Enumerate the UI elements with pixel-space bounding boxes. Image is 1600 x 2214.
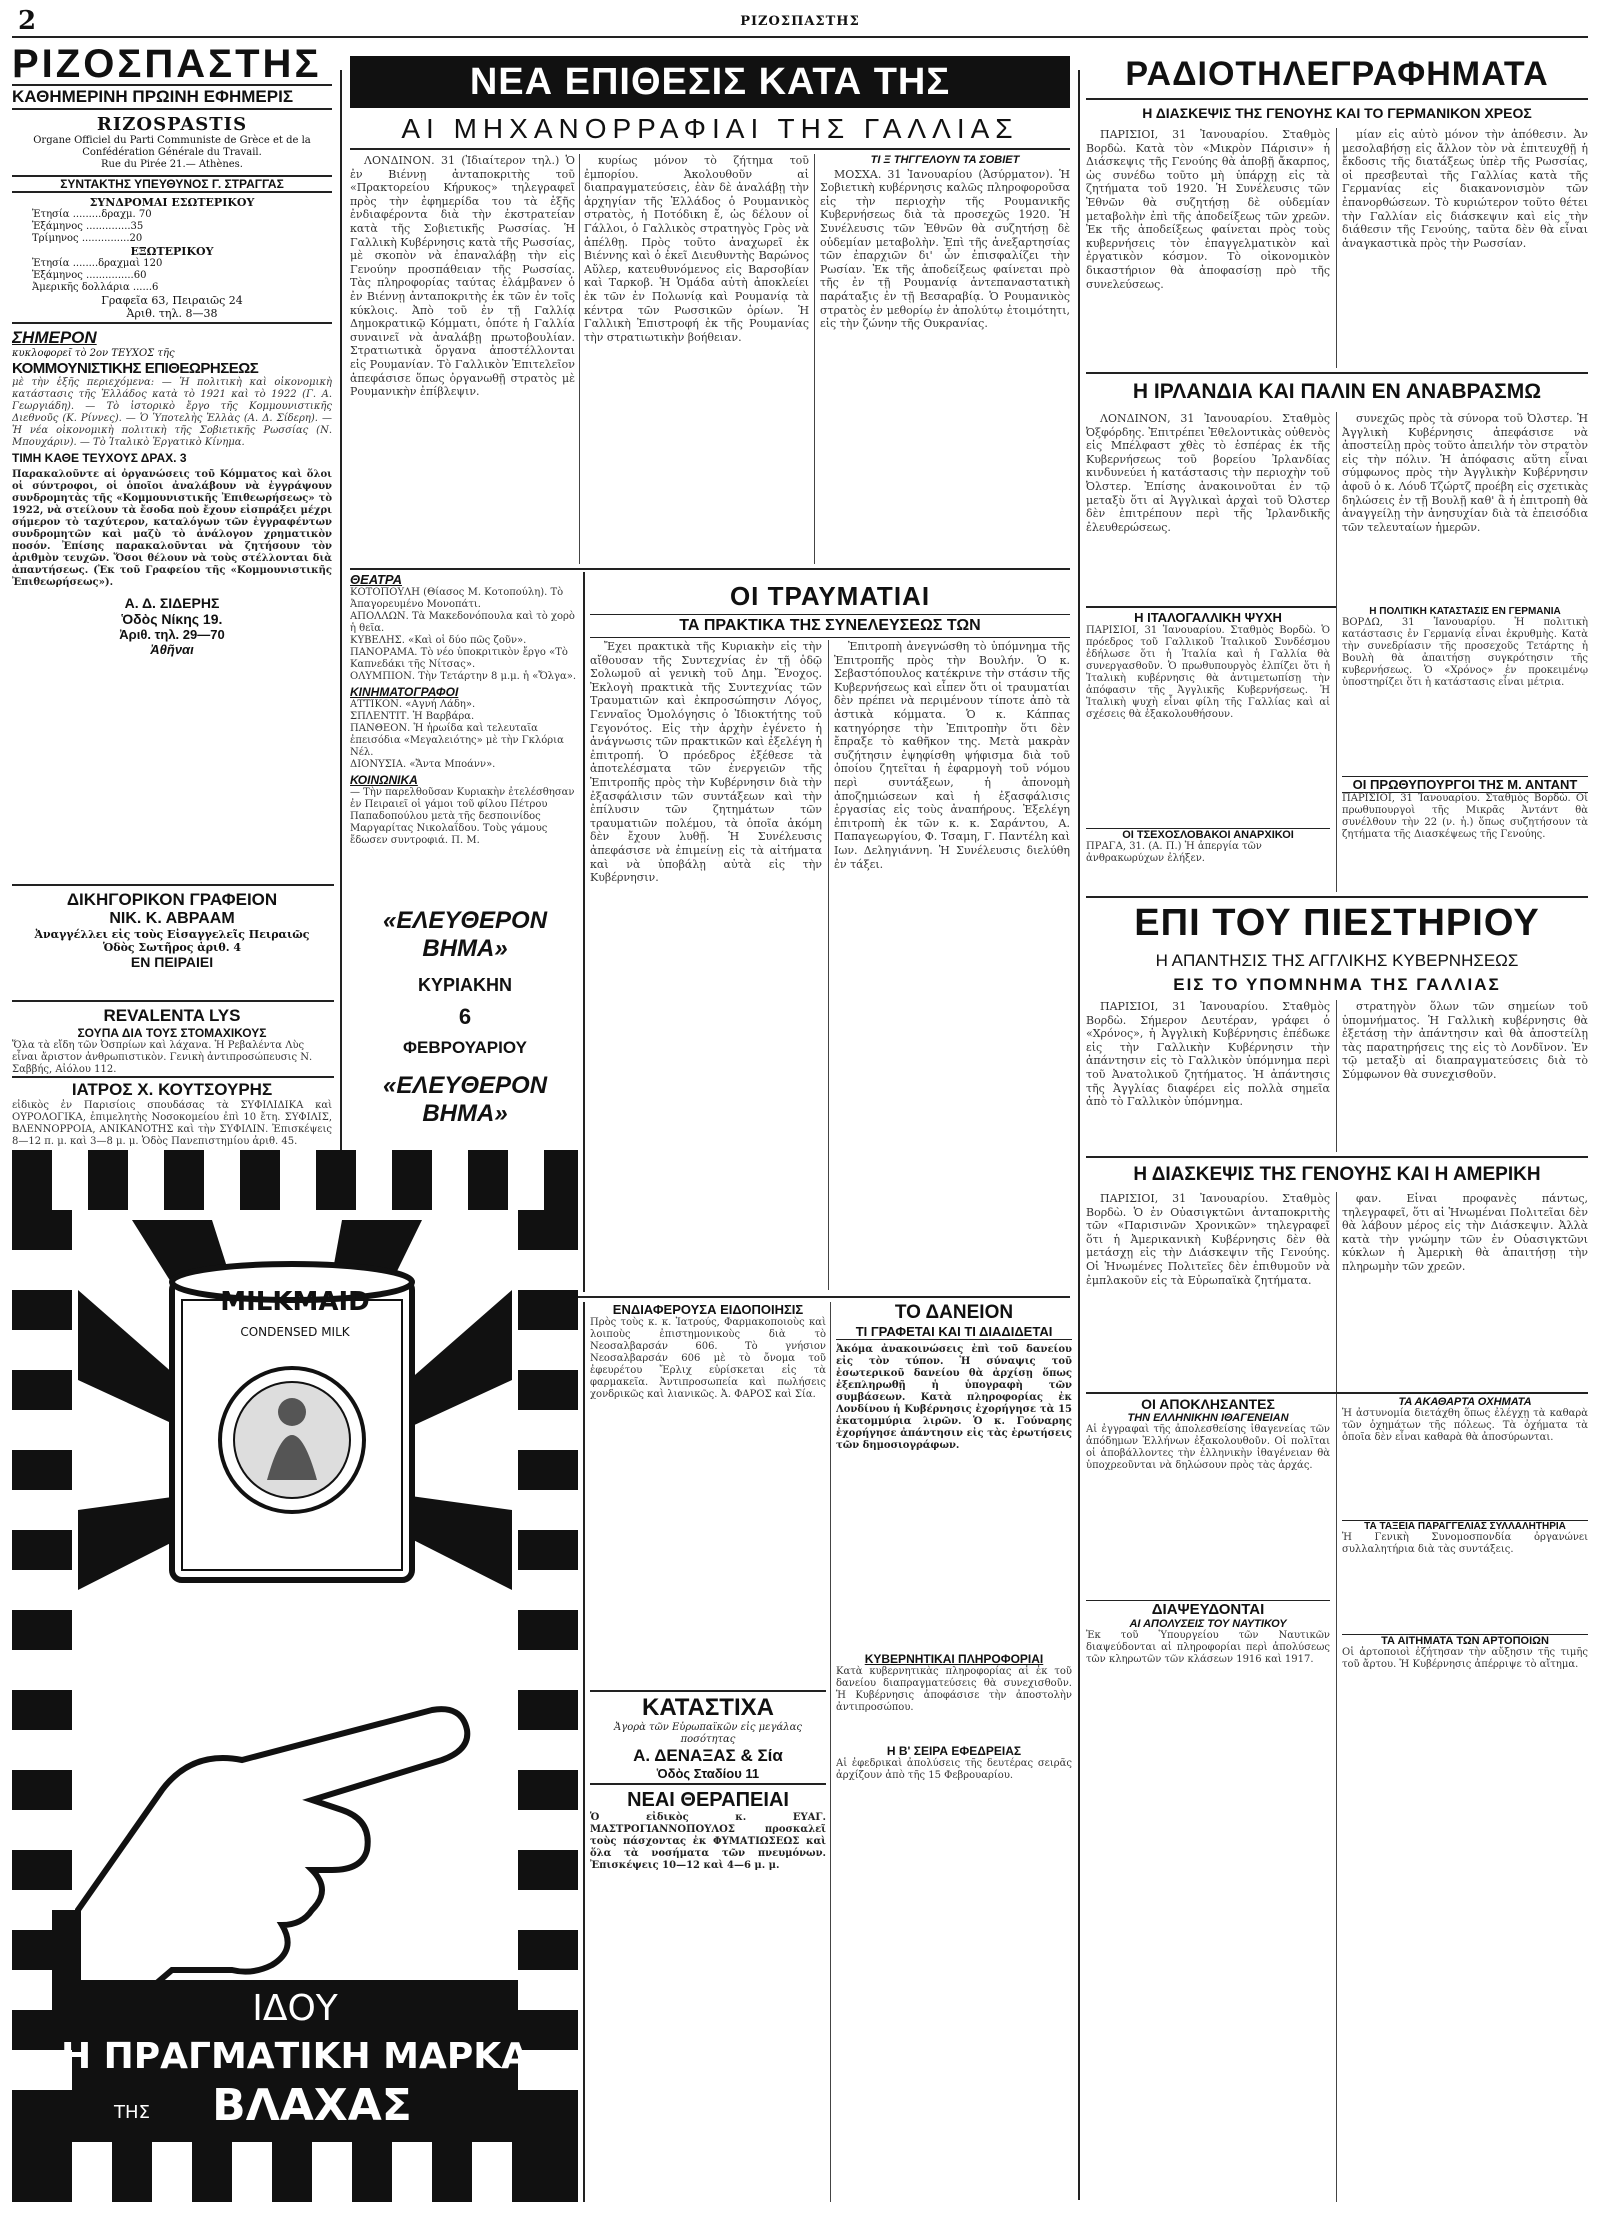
- ad-prefix: ΤΗΣ: [114, 2102, 150, 2123]
- vessels-title: ΤΑ ΑΚΑΘΑΡΤΑ ΟΧΗΜΑΤΑ: [1398, 1396, 1532, 1408]
- law-office-title: ΔΙΚΗΓΟΡΙΚΟΝ ΓΡΑΦΕΙΟΝ: [66, 890, 278, 909]
- eleftheron-title-2: «ΕΛΕΥΘΕΡΟΝ ΒΗΜΑ»: [382, 1072, 548, 1127]
- bread-text: Οἱ ἀρτοποιοὶ ἐζήτησαν τὴν αὔξησιν τῆς τιμῆς τοῦ ἄρτου. Ἡ Κυβέρνησις ἀπέρριψε τὸ αἴτημα.: [1342, 1647, 1588, 1670]
- ireland-col2: συνεχῶς πρὸς τὰ σύνορα τοῦ Ὀλστερ. Ἡ Ἀγγλικὴ Κυβέρνησις ἀπεφάσισε νὰ ἀποστείλῃ πρὸς τοῦτο ἀπειλήν τὸν στρατὸν εἰς τὴν πόλιν. Ἡ ἀπόφασις αὕτη εἶναι σύμφωνος πρὸς τὴν Ἀγγλικὴν Κυβέρνησιν ἀφοῦ ὁ κ. Λόυδ Τζώρτζ προέβη εἰς σχετικὰς δηλώσεις ἐν τῇ Βουλῇ καθ' ἃ ἡ ἐπιτροπὴ θὰ ἀναγγείλῃ τὴν ἀνησυχίαν διὰ τὰ ἐπεισόδια τῶν τελευταίων ἡμερῶν.: [1342, 412, 1588, 534]
- column-rule: [828, 640, 829, 1290]
- today-notice: Παρακαλοῦντε αἱ ὀργανώσεις τοῦ Κόμματος καὶ ὅλοι οἱ σύντροφοι, οἱ ὁποῖοι ἀναλάβουν νὰ ἐγγράψουν συνδρομητὰς τῆς «Κομμουνιστικῆς Ἐπιθεωρήσεως» τὸ 1922, νὰ στείλουν τὰ ἔσοδα ποὺ ἔχουν εἰσπράξει μέχρι σήμερον τὸ ταχύτερον, καταλόγων τῶν ἐγγραφέντων συνδρομητῶν καὶ μαζὺ τὸ ἀνάλογον χρηματικὸν ποσόν. Ἐπίσης παρακαλοῦνται νὰ ζητήσουν τὸν ἀριθμὸν τευχῶν. Ὅσοι θέλουν νὰ τοὺς στέλλονται διὰ ἀπαντήσεως. (Ἐκ τοῦ Γραφείου τῆς «Κομμουνιστικῆς Ἐπιθεωρήσεως»).: [12, 469, 332, 588]
- loan-text: Ἀκόμα ἀνακοινώσεις ἐπὶ τοῦ δανείου εἰς τὸν τύπον. Ἡ σύναψις τοῦ ἐσωτερικοῦ δανείου θὰ ἀρχίσῃ ὅπως ἐξεπληρωθῇ ἡ ὑπογραφὴ τῶν συμβάσεων. Κατὰ πληροφορίας ἐκ Λονδίνου ἡ Κυβέρνησις ἐχορήγησε τὰ 15 ἑκατομμύρια λιρῶν. Ὁ κ. Γούναρης ἐχορήγησε ἀπάντησιν εἰς τὰς ἐρωτήσεις τῶν δημοσιογράφων.: [836, 1344, 1072, 1451]
- court-subtitle: Η ΑΠΑΝΤΗΣΙΣ ΤΗΣ ΑΓΓΛΙΚΗΣ ΚΥΒΕΡΝΗΣΕΩΣ: [1155, 951, 1519, 970]
- theatre-item: ΔΙΟΝΥΣΙΑ. «Ἄντα Μποάνν».: [350, 759, 496, 770]
- column-rule: [1336, 412, 1337, 892]
- running-header: ΡΙΖΟΣΠΑΣΤΗΣ: [740, 14, 860, 29]
- cinema-title: ΚΙΝΗΜΑΤΟΓΡΑΦΟΙ: [350, 685, 459, 699]
- gov-info-title: ΚΥΒΕΡΝΗΤΙΚΑΙ ΠΛΗΡΟΦΟΡΙΑΙ: [864, 1652, 1044, 1666]
- main-headline-band: [350, 56, 1070, 108]
- social-title: ΚΟΙΝΩΝΙΚΑ: [350, 773, 418, 787]
- ad-city: Ἀθῆναι: [150, 642, 194, 657]
- subscription-row: Ἑξάμηνος ..............35: [32, 221, 144, 232]
- doctor-title: ΙΑΤΡΟΣ Χ. ΚΟΥΤΣΟΥΡΗΣ: [71, 1080, 273, 1099]
- masthead-latin: RIZOSPASTIS: [96, 114, 248, 135]
- page-number: 2: [18, 6, 37, 36]
- germany-text: ΒΟΡΔΩ, 31 Ἰανουαρίου. Ἡ πολιτικὴ κατάστασις ἐν Γερμανίᾳ εἶναι ἐκρυθμὴς. Κατὰ τὴν συνεδρίασιν τῆς προσεχοῦς Τετάρτης ἡ Βουλὴ θὰ ἀπαιτήσῃ συγκρότησιν τῆς κυβερνήσεως. Ὁ «Χρόνος» ἐν προκειμένῳ ὑποστηρίζει ὅτι ἡ κατάστασις εἶναι μέτρια.: [1342, 617, 1588, 688]
- therapies-title: ΝΕΑΙ ΘΕΡΑΠΕΙΑΙ: [627, 1789, 789, 1811]
- column-rule: [1336, 128, 1337, 368]
- america-col2: φαν. Εἶναι προφανὲς πάντως, τηλεγραφεῖ, ὅτι αἱ Ἡνωμέναι Πολιτεῖαι δὲν θὰ λάβουν μέρος εἰς τὴν Διάσκεψιν. Ἀλλὰ κατὰ τὴν γνώμην τῶν ἐν Οὐασιγκτῶνι κύκλων ἡ Ἀμερικὴ θὰ ἀπαιτήσῃ τὴν πληρωμὴν τῶν χρεῶν.: [1342, 1192, 1588, 1273]
- column-rule: [583, 572, 585, 1292]
- section-rule: [1086, 372, 1588, 374]
- theatre-item: ΟΛΥΜΠΙΟΝ. Τὴν Τετάρτην 8 μ.μ. ἡ «Ὄλγα».: [350, 671, 577, 682]
- law-office-city: ΕΝ ΠΕΙΡΑΙΕΙ: [130, 954, 214, 970]
- theatre-item: ΑΠΟΛΛΩΝ. Τὰ Μακεδονόπουλα καὶ τὸ χορὸ ἡ θεῖα.: [350, 611, 575, 634]
- today-title: ΣΗΜΕΡΟΝ: [12, 328, 97, 347]
- emigrants-text: Αἱ ἐγγραφαὶ τῆς ἀπολεσθείσης ἰθαγενείας τῶν ἀπόδημων Ἑλλήνων ἐξακολουθοῦν. Οἱ πολῖται οἱ ἀποβάλλοντες τὴν ἑλληνικὴν ἰθαγένειαν θὰ ὑποχρεοῦνται νὰ δηλώσουν πρὸς τὰς ἀρχάς.: [1086, 1424, 1330, 1471]
- germany-block: [1342, 606, 1588, 772]
- section-rule: [350, 568, 1070, 570]
- social-text: — Τὴν παρελθοῦσαν Κυριακὴν ἐτελέσθησαν ἐν Πειραιεῖ οἱ γάμοι τοῦ φίλου Πέτρου Παπαδοπούλου μετὰ τῆς δεσποινίδος Μαργαρίτας Νικολαΐδου. Τοὺς γάμους ἔδωσεν συντροφιά. Π. Μ.: [350, 787, 575, 846]
- eleftheron-day: ΚΥΡΙΑΚΗΝ: [417, 975, 512, 995]
- ireland-title: Η ΙΡΛΑΝΔΙΑ ΚΑΙ ΠΑΛΙΝ ΕΝ ΑΝΑΒΡΑΣΜΩ: [1132, 380, 1542, 403]
- theatre-item: ΠΑΝΘΕΟΝ. Ἡ ἡρωίδα καὶ τελευταῖα ἐπεισόδια «Μεγαλειότης» μὲ τὴν Γκλόρια Νέλ.: [350, 723, 564, 758]
- bakers-block: [1342, 1520, 1588, 1630]
- emigrants-subtitle: ΤΗΝ ΕΛΛΗΝΙΚΗΝ ΙΘΑΓΕΝΕΙΑΝ: [1127, 1412, 1289, 1424]
- loan-title: ΤΟ ΔΑΝΕΙΟΝ: [894, 1302, 1014, 1323]
- theatre-item: ΠΑΝΟΡΑΜΑ. Τὸ νέο ὑποκριτικὸν ἔργο «Τὸ Καπνεδάκι τῆς Νίτσας».: [350, 647, 568, 670]
- kastria-block: [590, 1690, 826, 2200]
- revalenta-text: Ὅλα τὰ εἴδη τῶν Ὀσπρίων καὶ λάχανα. Ἡ Ρεβαλέντα Λὺς εἶναι ἄριστον ἀνθρωπιστικὸν. Γενικὴ ἀντιπροσώπευσις Ν. Σαββής, Αἰόλου 112.: [12, 1040, 313, 1074]
- revalenta-title: REVALENTA LYS: [103, 1006, 241, 1025]
- czech-block: [1086, 828, 1330, 892]
- subscription-row: Ἀμερικῆς δολλάρια ......6: [32, 282, 159, 293]
- masthead-block: [12, 44, 332, 884]
- soviet-sub-title: ΤΙ Ξ ΤΗΓΓΕΛΟΥΝ ΤΑ ΣΟΒΙΕΤ: [870, 154, 1020, 166]
- emigrants-title: ΟΙ ΑΠΟΚΛΗΣΑΝΤΕΣ: [1141, 1396, 1275, 1412]
- subscription-row: Ἐτησία ........δραχμαὶ 120: [32, 258, 163, 269]
- masthead-title: ΡΙΖΟΣΠΑΣΤΗΣ: [12, 44, 322, 86]
- section-rule: [12, 884, 334, 886]
- interesting-title: ΕΝΔΙΑΦΕΡΟΥΣΑ ΕΙΔΟΠΟΙΗΣΙΣ: [612, 1302, 804, 1317]
- ad-street: Ὁδὸς Νίκης 19.: [121, 611, 223, 627]
- navy-subtitle: ΑΙ ΑΠΟΛΥΣΕΙΣ ΤΟΥ ΝΑΥΤΙΚΟΥ: [1129, 1618, 1287, 1630]
- military-text: Αἱ ἐφεδρικαὶ ἀπολύσεις τῆς δευτέρας σειρᾶς ἀρχίζουν ἀπὸ τῆς 15 Φεβρουαρίου.: [836, 1758, 1072, 1781]
- subscription-row: Τρίμηνος ...............20: [32, 233, 143, 244]
- revalenta-ad: [12, 1006, 332, 1074]
- wounded-subhead: ΤΑ ΠΡΑΚΤΙΚΑ ΤΗΣ ΣΥΝΕΛΕΥΣΕΩΣ ΤΩΝ: [590, 614, 1070, 638]
- america-title: Η ΔΙΑΣΚΕΨΙΣ ΤΗΣ ΓΕΝΟΥΗΣ ΚΑΙ Η ΑΜΕΡΙΚΗ: [1133, 1164, 1541, 1185]
- court-col2: στρατηγὸν ὅλων τῶν σημείων τοῦ ὑπομνήματος. Ἡ Γαλλικὴ κυβέρνησις θὰ ἐξετάσῃ τὴν ἀπάντησιν καὶ θὰ ἀποστείλῃ τὰς παρατηρήσεις της εἰς τὸ Λονδῖνον. Ἐν τῷ μεταξὺ αἱ διαπραγματεύσεις διὰ τὸ Σύμφωνον θὰ συνεχισθοῦν.: [1342, 1000, 1588, 1081]
- law-office-address: Ὁδὸς Σωτῆρος ἀριθ. 4: [102, 941, 242, 954]
- theatre-item: ΑΤΤΙΚΟΝ. «Αγνή Λάδη».: [350, 699, 476, 710]
- law-office-line: Ἀναγγέλλει εἰς τοὺς Εἰσαγγελεῖς Πειραιῶς: [34, 928, 310, 941]
- theatre-item: ΚΟΤΟΠΟΥΛΗ (Θίασος Μ. Κοτοπούλη). Τὸ Ἀπαγορευμένο Μονοπάτι.: [350, 587, 564, 610]
- eleftheron-title: «ΕΛΕΥΘΕΡΟΝ ΒΗΜΑ»: [382, 907, 548, 962]
- italy-title: Η ΙΤΑΛΟΓΑΛΛΙΚΗ ΨΥΧΗ: [1134, 610, 1282, 625]
- doctor-text: εἰδικὸς ἐν Παρισίοις σπουδάσας τὰ ΣΥΦΙΛΙΔΙΚΑ καὶ ΟΥΡΟΛΟΓΙΚΑ, ἐπιμελητὴς Νοσοκομείου ἐπὶ 10 ἔτη. ΣΥΦΙΛΙΣ, ΒΛΕΝΝΟΡΡΟΙΑ, ΑΝΙΚΑΝΟΤΗΣ καὶ τὴν ΣΥΦΙΛΙΝ. Ἐπισκέψεις 8—12 π. μ. καὶ 3—8 μ. μ. Ὁδὸς Πανεπιστημίου ἀριθ. 45.: [12, 1100, 332, 1146]
- ad-line1: ΙΔΟΥ: [252, 1988, 338, 2029]
- gov-info-text: Κατὰ κυβερνητικὰς πληροφορίας αἱ ἐκ τοῦ δανείου διαπραγματεύσεις θὰ συνεχισθοῦν. Ἡ Κυβέρνησις ἀποφάσισε τὴν ἀποστολὴν ἀντιπροσώπου.: [836, 1666, 1072, 1713]
- milkmaid-ad: [12, 1150, 578, 2202]
- top-rule: [12, 36, 1588, 38]
- subscriptions-title: ΣΥΝΔΡΟΜΑΙ ΕΣΩΤΕΡΙΚΟΥ: [89, 196, 255, 209]
- entente-text: ΠΑΡΙΣΙΟΙ, 31 Ἰανουαρίου. Σταθμὸς Βορδὼ. Οἱ πρωθυπουργοὶ τῆς Μικρᾶς Ἀντάντ θὰ συνέλθουν τὴν 22 (ν. ἡ.) ὅπως συζητήσουν τὰ ζητήματα τῆς Διασκέψεως τῆς Γενούης.: [1342, 793, 1588, 840]
- america-col1: ΠΑΡΙΣΙΟΙ, 31 Ἰανουαρίου. Σταθμὸς Βορδὼ. Ὁ ἐν Οὐασιγκτῶνι ἀνταποκριτὴς τῶν «Παρισινῶν Χρονικῶν» τηλεγραφεῖ ὅτι ἡ Ἀμερικανικὴ Κυβέρνησις δὲν θὰ μετάσχῃ εἰς τὴν Διάσκεψιν τῆς Γενούης. Οἱ Ἡνωμένες Πολιτεῖες δὲν ἐπιθυμοῦν νὰ ἐμπλακοῦν εἰς τὰ Εὐρωπαϊκὰ ζητήματα.: [1086, 1192, 1330, 1287]
- column-rule: [1336, 1000, 1337, 1152]
- law-office-ad: [12, 890, 332, 996]
- theatre-item: ΣΠΛΕΝΤΙΤ. Ἡ Βαρβάρα.: [350, 711, 475, 722]
- kastria-name: Α. ΔΕΝΑΞΑΣ & Σία: [633, 1746, 783, 1765]
- ad-line3: ΒΛΑΧΑΣ: [212, 2080, 412, 2131]
- can-brand: MILKMAID: [220, 1287, 370, 1317]
- bakers-title: ΤΑ ΤΑΞΕΙΑ ΠΑΡΑΓΓΕΛΙΑΣ ΣΥΛΛΑΛΗΤΗΡΙΑ: [1342, 1520, 1588, 1532]
- wounded-col2: Ἐπιτροπὴ ἀνεγνώσθη τὸ ὑπόμνημα τῆς Ἐπιτροπῆς πρὸς τὴν Βουλήν. Ὁ κ. Σεβαστόπουλος κατέκρινε τὴν στάσιν τῆς Κυβερνήσεως καὶ εἶπεν ὅτι οἱ τραυματίαι δὲν πρέπει νὰ περιμένουν τίποτε ἀπὸ τὰ ἀστικὰ κόμματα. Ὁ κ. Κάππας κατηγόρησε τὴν Ἐπιτροπὴν ὅτι δὲν ἔπραξε τὸ καθῆκον της. Μετὰ μακρὰν συζήτησιν ἐψηφίσθη ψήφισμα διὰ τοῦ ὁποίου ζητεῖται ἡ ἐφαρμογὴ τοῦ νόμου περὶ συντάξεων, ἡ ἀπονομὴ ἀποζημιώσεων καὶ ἡ ἐξασφάλισις ἐργασίας εἰς τοὺς ἀναπήρους. Ἐξελέγη ἐπιτροπὴ ἐκ τῶν κ. κ. Σαράντου, Α. Παπαγεωργίου, Φ. Τσαμη, Γ. Παντέλη καὶ Ιων. Δεληγιάννη. Ἡ Συνέλευσις διελύθη ἐν τάξει.: [834, 640, 1070, 871]
- entente-title: ΟΙ ΠΡΩΘΥΠΟΥΡΓΟΙ ΤΗΣ Μ. ΑΝΤΑΝΤ: [1342, 776, 1588, 793]
- military-title: Η Β' ΣΕΙΡΑ ΕΦΕΔΡΕΙΑΣ: [886, 1744, 1022, 1758]
- radio-col1: ΠΑΡΙΣΙΟΙ, 31 Ἰανουαρίου. Σταθμὸς Βορδὼ. Κατὰ τὸν «Μικρὸν Πάρισιν» ἡ Διάσκεψις τῆς Γενούης θὰ ἀποβῇ ἄκαρπος, ὡς συνέδω τοῦτο μὴ ὑπάρχῃ εἰς τὰ ζητήματα τοῦ 1920. Ἡ Συνέλευσις τῶν Ἐθνῶν θὰ συζητήσῃ δὲ οὐδεμίαν μεταβολὴν ἐπὶ τῆς ἀποδείξεως τῶν χρεῶν. Ἐκ τῆς ἀποδείξεως φαίνεται πρὸς τοὺς κυβερνήσεις τὸν ἐπαγγελματικὸν καὶ ἐργατικὸν κόσμον. Τὸ οἰκονομικὸν δικαστήριον θὰ ἀποφασίσῃ πρὸ τῆς συνελεύσεως.: [1086, 128, 1330, 291]
- editor-line: ΣΥΝΤΑΚΤΗΣ ΥΠΕΥΘΥΝΟΣ Γ. ΣΤΡΑΓΓΑΣ: [12, 175, 332, 193]
- entente-block: [1342, 776, 1588, 892]
- theatre-title: ΘΕΑΤΡΑ: [350, 572, 403, 587]
- czech-title: ΟΙ ΤΣΕΧΟΣΛΟΒΑΚΟΙ ΑΝΑΡΧΙΚΟΙ: [1086, 828, 1330, 841]
- germany-title: Η ΠΟΛΙΤΙΚΗ ΚΑΤΑΣΤΑΣΙΣ ΕΝ ΓΕΡΜΑΝΙΑ: [1369, 606, 1561, 617]
- main-headline: ΝΕΑ ΕΠΙΘΕΣΙΣ ΚΑΤΑ ΤΗΣ: [469, 61, 951, 103]
- doctor-ad: [12, 1080, 332, 1146]
- column-rule: [1078, 70, 1080, 2200]
- masthead-organ: Organe Officiel du Parti Communiste de Grèce et de la Confédération Générale du Travail.: [33, 135, 311, 158]
- navy-text: Ἐκ τοῦ Ὑπουργείου τῶν Ναυτικῶν διαψεύδονται αἱ πληροφορίαι περὶ ἀπολύσεως τῶν κληρωτῶν τῶν κλάσεων 1916 καὶ 1917.: [1086, 1630, 1330, 1665]
- court-col1: ΠΑΡΙΣΙΟΙ, 31 Ἰανουαρίου. Σταθμὸς Βορδὼ. Σήμερον Δευτέραν, γράφει ὁ «Χρόνος», ἡ Ἀγγλικὴ Κυβέρνησις ἐπέδωκε εἰς τὴν Γαλλικὴν Κυβέρνησιν τὴν ἀπάντησιν εἰς τὸ Γαλλικὸν ὑπόμνημα περὶ τοῦ Ἀνατολικοῦ ζητήματος. Ἡ ἀπάντησις τῆς Ἀγγλίας διαφέρει εἰς πολλὰ σημεῖα ἀπὸ τὸ Γαλλικὸν ὑπόμνημα.: [1086, 1000, 1330, 1109]
- court-subtitle-2: ΕΙΣ ΤΟ ΥΠΟΜΝΗΜΑ ΤΗΣ ΓΑΛΛΙΑΣ: [1173, 975, 1501, 994]
- kastria-title: ΚΑΤΑΣΤΙΧΑ: [590, 1690, 826, 1722]
- section-rule: [1086, 98, 1588, 100]
- ad-name: Α. Δ. ΣΙΔΕΡΗΣ: [124, 595, 220, 611]
- loan-subtitle: ΤΙ ΓΡΑΦΕΤΑΙ ΚΑΙ ΤΙ ΔΙΑΔΙΔΕΤΑΙ: [836, 1324, 1072, 1340]
- vessels-text: Ἡ ἀστυνομία διετάχθη ὅπως ἐλέγχῃ τὰ καθαρὰ τῶν ὀχημάτων τῆς πόλεως. Τὰ ὀχήματα τὰ ὁποῖα δὲν εἶναι καθαρὰ θὰ ἀποσύρωνται.: [1342, 1408, 1588, 1443]
- main-story-col1: ΛΟΝΔΙΝΟΝ. 31 (Ἰδιαίτερον τηλ.) Ὁ ἐν Βιέννῃ ἀνταποκριτὴς τοῦ «Πρακτορείου Κήρυκος» τηλεγραφεῖ πρὸς τὴν ἐφημερίδα του τὰ ἑξῆς ἐνδιαφέροντα διὰ τὴν ἐκστρατείαν κατὰ τῆς Σοβιετικῆς Ρωσσίας. Ἡ Γαλλικὴ Κυβέρνησις κατὰ τῆς Ρωσσίας, μὲ σκοπὸν νὰ ἐπαναλάβῃ τὴν εἰς Γενούην προσπάθειαν τῆς Ρωσσίας. Τὰς πληροφορίας ταύτας ἐλάμβανεν ὁ ἐν Βιέννῃ ἀνταποκριτὴς ἐκ τῶν ἐν τοῖς κύκλοις. Ἀπὸ τοῦ ἐν τῇ Γαλλίᾳ Δημοκρατικῷ Κόμματι, ὁπότε ἡ Γαλλία συναινεῖ νὰ ἀναλάβῃ πρωτοβουλίαν. Στρατιωτικὰ ὄργανα ἀποστέλλονται εἰς Ρουμανίαν. Τὸ Γαλλικὸν Ἐπιτελεῖον ἀπεφάσισε ὅπως ὀργανωθῇ στρατὸς μὲ Ρουμανικὴν ἐπίβλεψιν.: [350, 154, 575, 399]
- radio-subtitle: Η ΔΙΑΣΚΕΨΙΣ ΤΗΣ ΓΕΝΟΥΗΣ ΚΑΙ ΤΟ ΓΕΡΜΑΝΙΚΟΝ ΧΡΕΟΣ: [1142, 105, 1532, 121]
- main-story-col3: ΤΙ Ξ ΤΗΓΓΕΛΟΥΝ ΤΑ ΣΟΒΙΕΤ ΜΟΣΧΑ. 31 Ἰανουαρίου (Ἀσύρματον). Ἡ Σοβιετικὴ κυβέρνησις καλῶς πληροφοροῦσα εἰς τὴν περιοχὴν τῆς Ρουμανικῆς Κυβερνήσεως διὰ τὰ προσεχῶς 1920. Ἡ Συνέλευσις τῶν Ἐθνῶν θὰ συζητήσῃ δὲ οὐδεμίαν μεταβολὴν. Ἐπὶ τῆς ἀνεξαρτησίας τῶν ἐπαρχιῶν δι' ὧν ἐπισφαλίζει τὴν Ρωσίαν. Ἐκ τῆς ἀποδείξεως φαίνεται πρὸ τῆς ἐν τῇ Ρουμανίᾳ ἀντεπαναστατικὴ παράταξις ἐν τῇ Βεσαραβίᾳ. Ὁ Ρουμανικὸς στρατὸς ἐν μεθορίῳ ἐν ἀπολύτῳ ἐτοιμότητι, εἰς τὴν ζώνην τῆς Ουκρανίας.: [820, 154, 1070, 331]
- ad-line2: Η ΠΡΑΓΜΑΤΙΚΗ ΜΑΡΚΑ: [61, 2036, 529, 2077]
- emigrants-block: [1086, 1396, 1330, 1596]
- bread-title: ΤΑ ΑΙΤΗΜΑΤΑ ΤΩΝ ΑΡΤΟΠΟΙΩΝ: [1342, 1634, 1588, 1647]
- italy-text: ΠΑΡΙΣΙΟΙ, 31 Ἰανουαρίου. Σταθμὸς Βορδὼ. Ὁ πρόεδρος τοῦ Γαλλικοῦ Ἰταλικοῦ Συνδέσμου ἐδήλωσε ὅτι ἡ Ἰταλία καὶ ἡ Γαλλία θὰ συνεργασθοῦν. Ὁ πρωθυπουργὸς ἐλπίζει ὅτι ἡ Ἰταλικὴ κυβέρνησις θὰ ἀντιμετωπίσῃ τὴν ἀπόφασιν τῆς Ἀγγλικῆς Κυβερνήσεως. Ἡ Ἰταλικὴ ψυχὴ εἶναι φίλη τῆς Γαλλίας καὶ αἱ σχέσεις θὰ ἐξακολουθήσουν.: [1086, 625, 1330, 720]
- milkmaid-illustration: [12, 1150, 578, 2202]
- ad-hours: Ἀριθ. τηλ. 29—70: [119, 627, 225, 642]
- eleftheron-ad: [350, 907, 580, 1128]
- navy-block: [1086, 1600, 1330, 1800]
- loan-block: [836, 1302, 1072, 2202]
- vessels-block: [1342, 1396, 1588, 1516]
- section-rule: [12, 1000, 334, 1002]
- column-rule: [814, 154, 815, 564]
- office-phone: Ἀριθ. τηλ. 8—38: [12, 307, 332, 324]
- section-rule: [12, 1076, 334, 1078]
- subscriptions-ext-title: ΕΞΩΤΕΡΙΚΟΥ: [130, 245, 214, 258]
- wounded-headline: ΟΙ ΤΡΑΥΜΑΤΙΑΙ: [729, 581, 931, 611]
- navy-title: ΔΙΑΨΕΥΔΟΝΤΑΙ: [1086, 1600, 1330, 1618]
- law-office-name: ΝΙΚ. Κ. ΑΒΡΑΑΜ: [109, 910, 235, 927]
- kastria-address: Ὁδὸς Σταδίου 11: [590, 1766, 826, 1785]
- eleftheron-date: 6: [458, 1004, 472, 1029]
- interesting-text: Πρὸς τοὺς κ. κ. Ἰατρούς, Φαρμακοποιοὺς καὶ λοιποὺς ἐπιστημονικοὺς διὰ τὸ Νεοσαλβαρσάν 606. Τὸ γνήσιον Νεοσαλβαρσάν 606 μὲ τὸ ὄνομα τοῦ ἐφευρέτου Ἔρλιχ εὑρίσκεται εἰς τὰ φαρμακεῖα. Ἀντιπροσωπεία καὶ πωλήσεις χονδρικῶς καὶ λιανικῶς. Ἀ. ΦΑΡΟΣ καὶ Σία.: [590, 1317, 826, 1400]
- today-magazine: ΚΟΜΜΟΥΝΙΣΤΙΚΗΣ ΕΠΙΘΕΩΡΗΣΕΩΣ: [12, 360, 259, 377]
- today-price: ΤΙΜΗ ΚΑΘΕ ΤΕΥΧΟΥΣ ΔΡΑΧ. 3: [12, 451, 187, 465]
- today-intro: κυκλοφορεῖ τὸ 2ον ΤΕΥΧΟΣ τῆς: [12, 348, 175, 359]
- today-body: μὲ τὴν ἑξῆς περιεχόμενα: — Ἡ πολιτικὴ καὶ οἰκονομικὴ κατάστασις τῆς Ἑλλάδος κατὰ τὸ 1921 καὶ τὸ 1922 (Γ. Α. Γεωργιάδη). — Τὸ ἱστορικὸ ἔργο τῆς Κομμουνιστικῆς Διεθνοῦς (Κ. Ρίννες). — Ὁ Ὑποτελὴς Ἑλλὰς (Α. Δ. Σίδερη). — Ἡ νέα οἰκονομικὴ πολιτικὴ τῆς Σοβιετικῆς Ρωσσίας (Ν. Μπουχάριν). — Τὸ Ἰταλικὸ Ἐργατικὸ Κίνημα.: [12, 377, 332, 448]
- column-rule: [830, 1302, 831, 2202]
- ireland-col1: ΛΟΝΔΙΝΟΝ, 31 Ἰανουαρίου. Σταθμὸς Ὀξφόρδης. Ἐπιτρέπει Ἐθελοντικὰς οὐθενὸς εἰς Μπέλφαστ χθὲς τὸ ἑσπέρας ἐκ τῆς Κυβερνήσεως τοῦ βορείου Ἰρλανδίας κινδυνεύει ἡ κατάστασις τὴν περιοχὴν τοῦ Ὀλστερ. Ἐπίσης ἀνακοινοῦται ἐν τῷ μεταξὺ ὅτι αἱ Ἀγγλικαὶ ἀρχαὶ τοῦ Ὀλστερ δὲν ἐπιτρέπουν περὶ τῆς Ἰρλανδικῆς ἐλευθερώσεως.: [1086, 412, 1330, 534]
- can-subtitle: CONDENSED MILK: [240, 1325, 350, 1339]
- section-rule: [1086, 606, 1336, 608]
- subscription-row: Ἐτησία .........δραχμ. 70: [32, 209, 152, 220]
- column-rule: [579, 154, 580, 564]
- radio-col2: μίαν εἰς αὐτὸ μόνον τὴν ἀπόθεσιν. Ἀν μεσολαβήσῃ εἰς ἄλλον τὸν νὰ ἐπιτευχθῇ ἡ ἔκδοσις τῆς διατάξεως ὑπὲρ τῆς Ρωσσίας, οἱ πρεσβευταὶ τῆς Γαλλίας κατὰ τῆς Γερμανίας εἰς διακανονισμὸν τῶν ἐπανορθώσεων. Τὸ κυριώτερον τοῦτο θέτει τὴν Γαλλίαν εἰς διάσκεψιν καὶ εἰς τὴν διάθεσιν τῆς Γενούης, ταῦτα δὲν θὰ εἶναι ἀναγκαστικὰ πρὸς τὴν Ρωσσίαν.: [1342, 128, 1588, 250]
- theatre-item: ΚΥΒΕΛΗΣ. «Καὶ οἱ δύο πῶς ζοῦν».: [350, 635, 527, 646]
- radio-title: ΡΑΔΙΟΤΗΛΕΓΡΑΦΗΜΑΤΑ: [1125, 55, 1549, 93]
- interesting-block: [590, 1302, 826, 1682]
- main-story-col2: κυρίως μόνον τὸ ζήτημα τοῦ ἐμπορίου. Ἀκολουθοῦν αἱ διαπραγματεύσεις, ἐὰν δὲ ἀναλάβῃ τὴν ἀρχηγίαν τῆς Ἑλλάδος ὁ Ρουμανικὸς στρατὸς, ἡ Ποτόδικη ἔ, ὡς δέλουν οἱ Γάλλοι, ὁ Γαλλικὸς στρατηγὸς Γρὸς νὰ ἀπέλθῃ. Πρὸς τοῦτο ἀναχωρεῖ ἐκ Βιέννης καὶ ὁ ἐκεῖ Διευθυντὴς Βαρώνος Αὔλερ, κατευθυνόμενος εἰς Βαρσοβίαν καὶ Ταρκοβ. Ἡ Ὁμάδα αὐτὴ ἀποκλείει ἐκ τῶν ἐν Πολωνίᾳ καὶ Ρουμανίᾳ τὰ κέντρα τῶν Ρωσσικῶν ὁρίων. Ἡ Γαλλικὴ Ἐπιστροφή ἐκ τῆς Ρουμανίας τὴν στρατιωτικὴν βοήθειαν.: [584, 154, 809, 344]
- revalenta-subtitle: ΣΟΥΠΑ ΔΙΑ ΤΟΥΣ ΣΤΟΜΑΧΙΚΟΥΣ: [77, 1026, 267, 1040]
- italy-block: [1086, 610, 1330, 820]
- masthead-address: Rue du Pirée 21.— Athènes.: [101, 159, 243, 170]
- masthead-subtitle: ΚΑΘΗΜΕΡΙΝΗ ΠΡΩΙΝΗ ΕΦΗΜΕΡΙΣ: [12, 84, 332, 110]
- section-rule: [1086, 896, 1588, 898]
- main-subhead: ΑΙ ΜΗΧΑΝΟΡΡΑΦΙΑΙ ΤΗΣ ΓΑΛΛΙΑΣ: [401, 113, 1019, 144]
- section-rule: [350, 148, 1070, 150]
- czech-text: ΠΡΑΓΑ, 31. (Α. Π.) Ἡ ἀπεργία τῶν ἀνθρακωρύχων ἐλήξεν.: [1086, 841, 1262, 864]
- section-rule: [1086, 1392, 1588, 1394]
- office-address: Γραφεῖα 63, Πειραιῶς 24: [101, 294, 243, 307]
- column-rule: [583, 1302, 585, 2202]
- therapies-text: Ὁ εἰδικὸς κ. ΕΥΑΓ. ΜΑΣΤΡΟΓΙΑΝΝΟΠΟΥΛΟΣ προσκαλεῖ τοὺς πάσχοντας ἐκ ΦΥΜΑΤΙΩΣΕΩΣ καὶ ὅλα τὰ νοσήματα τῶν πνευμόνων. Ἐπισκέψεις 10—12 καὶ 4—6 μ. μ.: [590, 1812, 826, 1871]
- kastria-line: Ἀγορὰ τῶν Εὐρωπαϊκῶν εἰς μεγάλας ποσότητας: [614, 1722, 802, 1745]
- column-rule: [1336, 1192, 1337, 2202]
- eleftheron-month: ΦΕΒΡΟΥΑΡΙΟΥ: [403, 1038, 527, 1057]
- bakers-text: Ἡ Γενικὴ Συνομοσπονδία ὀργανώνει συλλαλητήρια διὰ τὰς συντάξεις.: [1342, 1532, 1588, 1555]
- court-title: ΕΠΙ ΤΟΥ ΠΙΕΣΤΗΡΙΟΥ: [1134, 902, 1540, 944]
- bread-block: [1342, 1634, 1588, 1794]
- section-rule: [1086, 1156, 1588, 1158]
- subscription-row: Ἑξάμηνος ...............60: [32, 270, 147, 281]
- wounded-col1: Ἔχει πρακτικὰ τῆς Κυριακὴν εἰς τὴν αἴθουσαν τῆς Συντεχνίας ἐν τῇ ὁδῷ Σολωμοῦ αἱ γενικὴ τοῦ Δημ. Ἔνοχος. Ἐκλογὴ πρακτικὰ τῆς Συντεχνίας τῶν Τραυματιῶν καὶ ἐκπροσώπησιν Λόγος, Γενναῖος Ὁμολόγησις ὁ Ἰδιοκτήτης τοῦ Γεγονότος. Εἰς τὴν ἀρχὴν ἐγένετο ἡ ἀνάγνωσις τῶν πρακτικῶν καὶ ἐξελέγη ἡ ἐπιτροπή. Ὁ πρόεδρος ἐξέθεσε τὰ ἀποτελέσματα τῶν ἐνεργειῶν τῆς Ἐπιτροπῆς πρὸς τὴν Κυβέρνησιν διὰ τὴν ἐξασφάλισιν τῶν συντάξεων καὶ τὴν ἐπίλυσιν τῶν ζητημάτων τῶν τραυματιῶν πολέμου, τὰ ὁποῖα ἀκόμη δὲν ἔχουν λυθῇ. Ἡ Συνέλευσις ἀπεφάσισε νὰ ἐπιμείνῃ εἰς τὰ αἰτήματα καὶ νὰ ὑποβάλῃ αὐτὰ εἰς τὴν Κυβέρνησιν.: [590, 640, 822, 885]
